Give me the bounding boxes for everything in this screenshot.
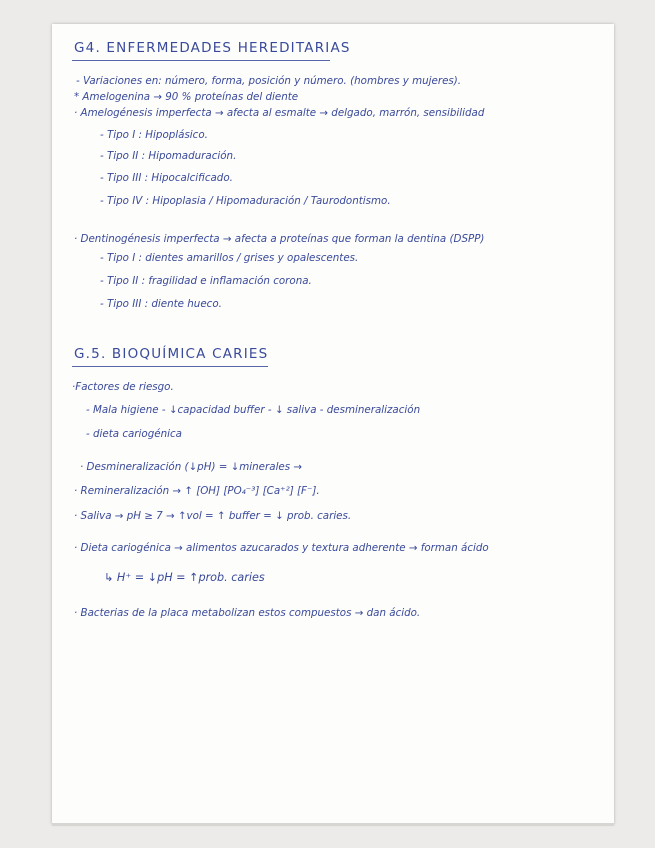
notebook-page [52,24,614,824]
note-line: · Dieta cariogénica → alimentos azucarados y textura adherente → forman ácido [74,542,489,554]
note-line: · Remineralización → ↑ [OH] [PO₄⁻³] [Ca⁺²] [F⁻]. [74,485,320,497]
note-line: ·Factores de riesgo. [72,381,174,393]
note-line: · Saliva → pH ≥ 7 → ↑vol = ↑ buffer = ↓ prob. caries. [74,510,352,522]
note-line: - Tipo II : Hipomaduración. [100,150,237,162]
note-line: - Mala higiene - ↓capacidad buffer - ↓ saliva - desmineralización [86,404,421,416]
note-line: * Amelogenina → 90 % proteínas del diente [74,91,299,103]
note-line: · Bacterias de la placa metabolizan estos compuestos → dan ácido. [74,607,421,619]
section-title: G.5. BIOQUÍMICA CARIES [74,346,269,362]
note-line: - Tipo IV : Hipoplasia / Hipomaduración / Taurodontismo. [100,195,391,207]
note-line: · Amelogénesis imperfecta → afecta al esmalte → delgado, marrón, sensibilidad [74,107,485,119]
note-line: - Tipo I : Hipoplásico. [100,129,208,141]
note-line: - dieta cariogénica [86,428,182,440]
title-underline [72,60,330,61]
note-line: - Tipo I : dientes amarillos / grises y opalescentes. [100,252,359,264]
note-line: ↳ H⁺ = ↓pH = ↑prob. caries [104,571,265,584]
note-line: - Tipo III : Hipocalcificado. [100,172,233,184]
note-line: - Tipo II : fragilidad e inflamación corona. [100,275,312,287]
note-line: - Tipo III : diente hueco. [100,298,222,310]
note-line: - Variaciones en: número, forma, posición y número. (hombres y mujeres). [76,75,462,87]
section-title: G4. ENFERMEDADES HEREDITARIAS [74,40,351,56]
note-line: · Desmineralización (↓pH) = ↓minerales → [80,461,303,473]
title-underline [72,366,268,367]
note-line: · Dentinogénesis imperfecta → afecta a proteínas que forman la dentina (DSPP) [74,233,485,245]
page-edge [52,823,614,826]
